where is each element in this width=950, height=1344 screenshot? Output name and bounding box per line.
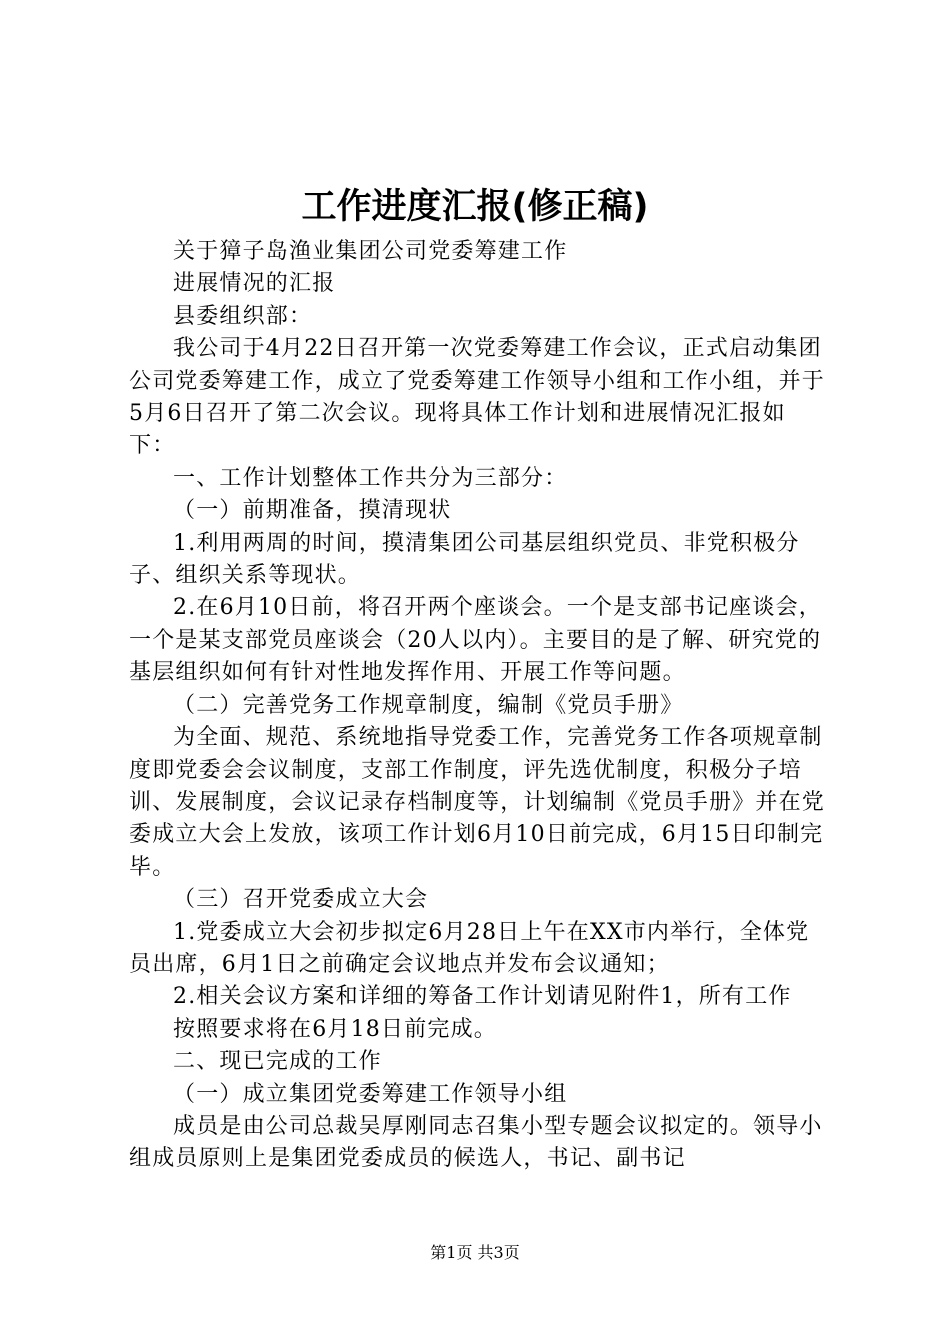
heading-subsection-2-1: （一）成立集团党委筹建工作领导小组 bbox=[173, 1081, 568, 1107]
paragraph-addressee: 县委组织部： bbox=[173, 303, 313, 329]
document-body bbox=[129, 236, 829, 1176]
paragraph-subject-line-1: 关于獐子岛渔业集团公司党委筹建工作 bbox=[173, 239, 568, 264]
paragraph-meeting-item-2: 2.相关会议方案和详细的筹备工作计划请见附件1，所有工作 bbox=[173, 984, 792, 1010]
paragraph-meeting-item-2-cont: 按照要求将在6月18日前完成。 bbox=[173, 1016, 497, 1042]
paragraph-item-1: 1.利用两周的时间，摸清集团公司基层组织党员、非党积极分子、组织关系等现状。 bbox=[129, 530, 800, 589]
page-number-footer: 第1页 共3页 bbox=[430, 1243, 520, 1262]
heading-section-1: 一、工作计划整体工作共分为三部分： bbox=[173, 465, 568, 491]
paragraph-meeting-item-1: 1.党委成立大会初步拟定6月28日上午在XX市内举行，全体党员出席，6月1日之前确定会议地点并发布会议通知； bbox=[129, 919, 810, 977]
document-title: 工作进度汇报(修正稿) bbox=[301, 187, 649, 227]
heading-subsection-1-3: （三）召开党委成立大会 bbox=[173, 887, 429, 913]
paragraph-subject-line-2: 进展情况的汇报 bbox=[173, 271, 336, 297]
paragraph-rules: 为全面、规范、系统地指导党委工作，完善党务工作各项规章制度即党委会会议制度，支部工作制度，评先选优制度，积极分子培训、发展制度，会议记录存档制度等，计划编制《党员手册》并在党委成立大会上发放，该项工作计划6月10日前完成，6月15日印制完毕。 bbox=[129, 725, 826, 880]
paragraph-intro: 我公司于4月22日召开第一次党委筹建工作会议，正式启动集团公司党委筹建工作，成立了党委筹建工作领导小组和工作小组，并于5月6日召开了第二次会议。现将具体工作计划和进展情况汇报如下： bbox=[129, 336, 826, 459]
paragraph-item-2: 2.在6月10日前，将召开两个座谈会。一个是支部书记座谈会，一个是某支部党员座谈会（20人以内）。主要目的是了解、研究党的基层组织如何有针对性地发挥作用、开展工作等问题。 bbox=[129, 595, 822, 686]
heading-subsection-1-1: （一）前期准备，摸清现状 bbox=[173, 498, 452, 524]
paragraph-members: 成员是由公司总裁吴厚刚同志召集小型专题会议拟定的。领导小组成员原则上是集团党委成员的候选人，书记、副书记 bbox=[129, 1113, 823, 1172]
heading-subsection-1-2: （二）完善党务工作规章制度，编制《党员手册》 bbox=[173, 692, 684, 718]
heading-section-2: 二、现已完成的工作 bbox=[173, 1049, 382, 1075]
